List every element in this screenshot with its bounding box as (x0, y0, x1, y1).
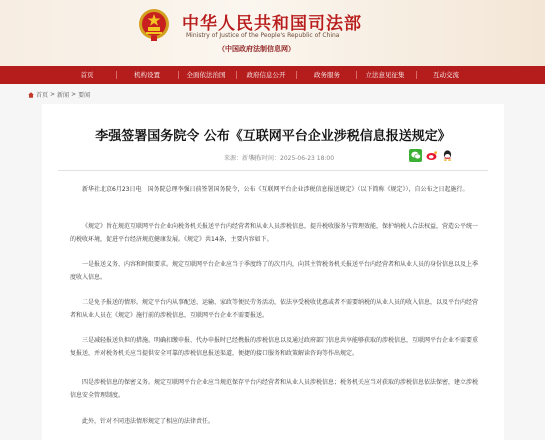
nav-item-information-disclosure[interactable]: 政府信息公开 (246, 71, 286, 79)
breadcrumb-news[interactable]: 新闻 (57, 92, 70, 99)
nav-separator (116, 71, 117, 79)
qq-share-button[interactable] (441, 149, 454, 162)
nav-item-government-services[interactable]: 政务服务 (314, 71, 340, 79)
article-paragraph: 三是减轻报送负担的措施。明确扣缴申报、代办申报时已经携报的涉税信息以及通过政府部门信息共享能够获取的涉税信息，互联网平台企业不需要重复报送，并对税务机关应当提供安全可靠的涉税信息报送渠道，便捷的接口服务和政策解读咨询等作出规定。 (70, 337, 479, 357)
site-header (0, 0, 545, 66)
article-paragraph: 新华社北京6月23日电 国务院总理李强日前签署国务院令，公布《互联网平台企业涉税信息报送规定》（以下简称《规定》），自公布之日起施行。 (82, 186, 469, 193)
weibo-share-button[interactable] (425, 149, 438, 162)
nav-separator (178, 71, 179, 79)
article-publish-time: 发布时间：2025-06-23 18:00 (250, 155, 335, 162)
article-source: 来源：新华社 (224, 155, 261, 162)
qq-icon (443, 150, 452, 161)
site-title-english: Ministry of Justice of the People's Republic of China (186, 32, 340, 39)
site-title[interactable]: 中华人民共和国司法部 (182, 14, 362, 34)
breadcrumb-top-news[interactable]: 要闻 (78, 92, 91, 99)
nav-item-home[interactable]: 首页 (80, 71, 94, 79)
article-paragraph: 《规定》旨在规范互联网平台企业向税务机关报送平台内经营者和从业人员涉税信息，提升税收服务与管理效能，保护纳税人合法权益，营造公平统一的税收环境，促进平台经济规范健康发展。《规定》共14条，主要内容如下。 (70, 223, 479, 243)
site-subtitle: （中国政府法制信息网） (218, 45, 295, 53)
breadcrumb-separator: > (71, 91, 77, 98)
article-paragraph: 此外，针对不同违法情形规定了相应的法律责任。 (82, 418, 215, 425)
nav-separator (356, 71, 357, 79)
title-divider (58, 170, 488, 171)
article-card (42, 104, 504, 440)
weibo-icon (426, 150, 438, 161)
nav-item-rule-of-law[interactable]: 全面依法治国 (186, 71, 226, 79)
nav-separator (416, 71, 417, 79)
nav-separator (296, 71, 297, 79)
nav-item-organization[interactable]: 机构设置 (134, 71, 160, 79)
wechat-share-button[interactable] (409, 149, 422, 162)
breadcrumb-home[interactable]: 首页 (36, 92, 49, 99)
home-icon (28, 92, 34, 98)
article-paragraph: 四是涉税信息的保密义务。规定互联网平台企业应当规范保存平台内经营者和从业人员涉税信息；税务机关应当对获取的涉税信息依法保密，建立涉税信息安全管理制度。 (70, 379, 479, 399)
article-paragraph: 一是报送义务、内容和时限要求。规定互联网平台企业应当于季度终了的次月内，向其主管税务机关报送平台内经营者和从业人员的身份信息以及上季度收入信息。 (70, 261, 479, 281)
breadcrumb (28, 90, 90, 99)
article-title: 李强签署国务院令 公布《互联网平台企业涉税信息报送规定》 (95, 129, 451, 144)
nav-item-interaction[interactable]: 互动交流 (433, 71, 459, 79)
breadcrumb-separator: > (50, 91, 56, 98)
main-nav (0, 66, 545, 84)
wechat-icon (411, 151, 421, 160)
article-paragraph: 二是免予报送的情形。规定平台内从事配送、运输、家政等便民劳务活动，依法享受税收优惠或者不需要纳税的从业人员的收入信息，以及平台内经营者和从业人员在《规定》施行前的涉税信息，互联网平台企业不需要报送。 (70, 299, 479, 319)
national-emblem-icon (138, 8, 170, 42)
nav-separator (236, 71, 237, 79)
nav-item-legislation-opinions[interactable]: 立法意见征集 (365, 71, 405, 79)
